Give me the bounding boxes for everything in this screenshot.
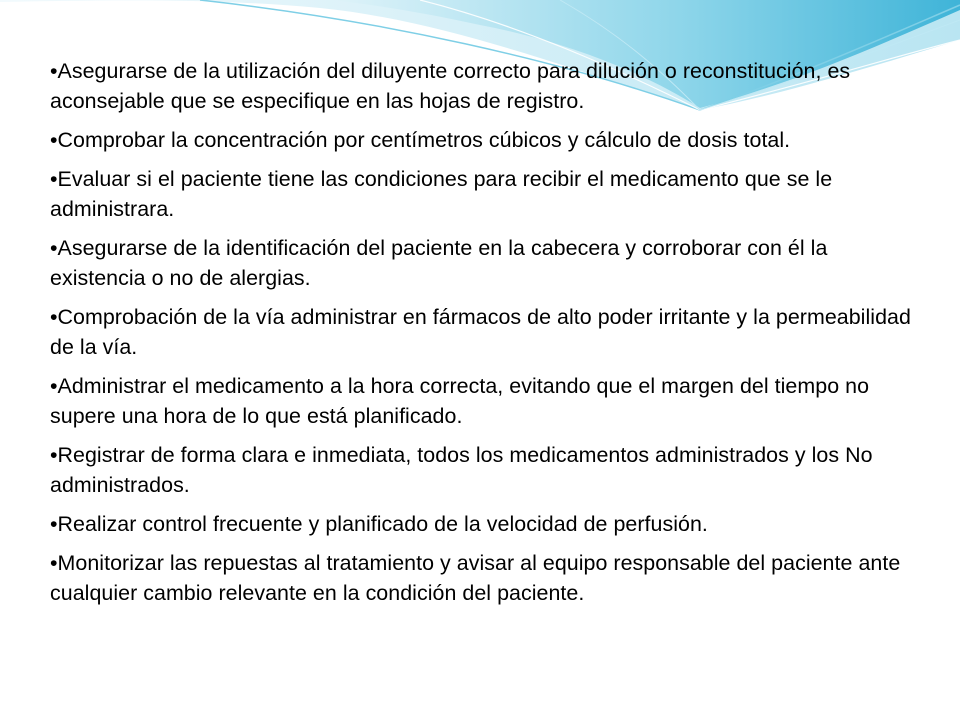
list-item: •Realizar control frecuente y planificado de la velocidad de perfusión. <box>50 512 708 536</box>
list-item: •Asegurarse de la utilización del diluyente correcto para dilución o reconstitución, es aconsejable que se especifique en las hojas de registro. <box>50 59 851 113</box>
list-item: •Evaluar si el paciente tiene las condiciones para recibir el medicamento que se le administrara. <box>50 167 833 221</box>
list-item: •Comprobación de la vía administrar en fármacos de alto poder irritante y la permeabilidad de la vía. <box>50 305 911 359</box>
bullet-icon: • <box>50 236 58 260</box>
bullet-icon: • <box>50 128 58 152</box>
bullet-icon: • <box>50 305 58 329</box>
bullet-icon: • <box>50 167 58 191</box>
list-item: •Registrar de forma clara e inmediata, todos los medicamentos administrados y los No administrados. <box>50 443 873 497</box>
list-item: •Asegurarse de la identificación del paciente en la cabecera y corroborar con él la existencia o no de alergias. <box>50 236 828 290</box>
bullet-icon: • <box>50 551 58 575</box>
list-item: •Administrar el medicamento a la hora correcta, evitando que el margen del tiempo no supere una hora de lo que está planificado. <box>50 374 870 428</box>
bullet-icon: • <box>50 443 58 467</box>
bullet-list <box>50 56 912 617</box>
list-item: •Comprobar la concentración por centímetros cúbicos y cálculo de dosis total. <box>50 128 791 152</box>
bullet-icon: • <box>50 512 58 536</box>
list-item: •Monitorizar las repuestas al tratamiento y avisar al equipo responsable del paciente ante cualquier cambio relevante en la condición del paciente. <box>50 551 901 605</box>
bullet-icon: • <box>50 374 58 398</box>
bullet-icon: • <box>50 59 58 83</box>
